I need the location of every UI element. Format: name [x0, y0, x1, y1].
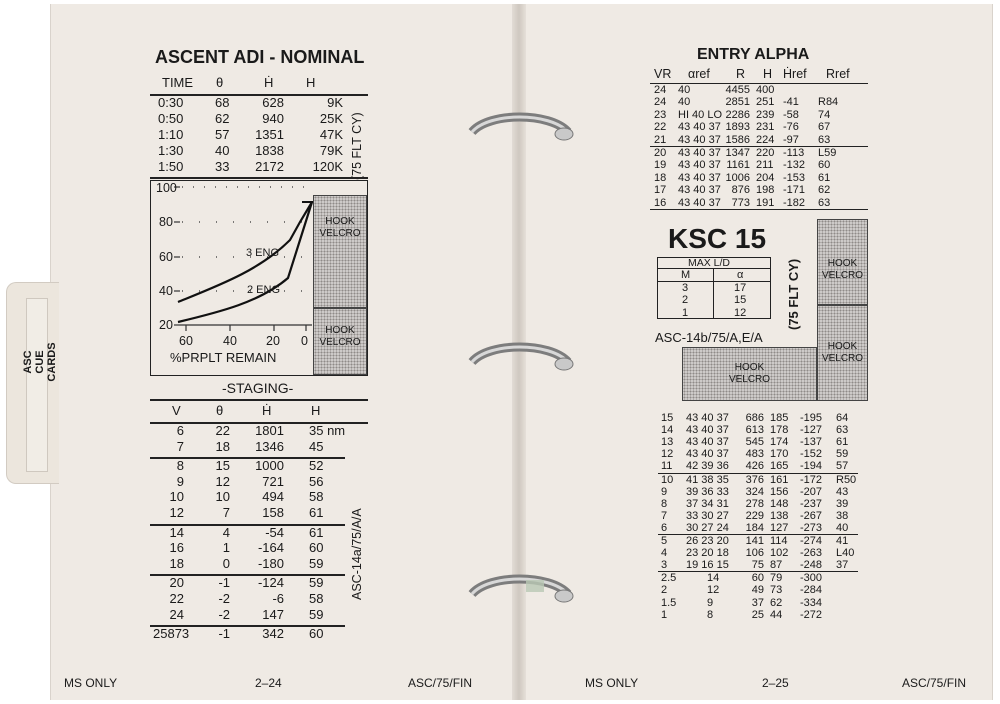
alpha-cell: -171: [783, 184, 806, 197]
lower-alpha-cell: 39: [836, 497, 849, 510]
lower-alpha-cell: 8: [661, 497, 668, 510]
staging-cell: 342: [262, 626, 284, 642]
lower-alpha-cell: 324: [745, 485, 764, 498]
lower-alpha-cell: 5: [661, 535, 668, 547]
lower-alpha-cell: 60: [751, 572, 764, 585]
adi-cell: 1:50: [158, 159, 184, 174]
lower-alpha-cell: 174: [770, 436, 789, 449]
graph-x-label: %PRPLT REMAIN: [170, 350, 277, 365]
maxld-title: MAX L/D: [688, 257, 731, 269]
alpha-cell: -76: [783, 121, 799, 134]
lower-alpha-cell: 161: [770, 473, 789, 486]
index-tab-label: ASC CUE CARDS: [22, 342, 58, 382]
alpha-cell: 198: [756, 184, 775, 197]
alpha-cell: 2851: [725, 96, 750, 109]
alpha-column-header: VR: [654, 67, 672, 81]
footer-right: ASC/75/FIN: [408, 676, 473, 690]
curve-2eng-label: 2 ENG: [247, 284, 281, 296]
staging-cell: 12: [215, 473, 230, 489]
lower-alpha-cell: 43 40 37: [686, 412, 729, 424]
lower-alpha-cell: 87: [770, 559, 783, 572]
staging-cell: 56: [309, 473, 324, 489]
ascent-adi-title: ASCENT ADI - NOMINAL: [155, 47, 365, 67]
lower-alpha-cell: 30 27 24: [686, 521, 729, 534]
alpha-cell: 211: [756, 159, 774, 172]
alpha-cell: 24: [654, 96, 667, 109]
lower-alpha-cell: -334: [800, 596, 823, 609]
staging-cell: 58: [309, 489, 324, 505]
alpha-cell: 1161: [726, 159, 750, 172]
staging-cell: 158: [262, 505, 284, 520]
ksc-title: KSC 15: [668, 223, 767, 254]
staging-cell: 494: [262, 489, 284, 505]
alpha-cell: 43 40 37: [678, 171, 721, 184]
adi-column-header: H: [306, 75, 316, 90]
alpha-cell: 204: [756, 171, 775, 184]
binder-ring-bottom: [464, 572, 576, 612]
adi-cell: 0:50: [158, 111, 184, 126]
alpha-cell: 2286: [725, 108, 750, 121]
lower-alpha-cell: 14: [661, 424, 674, 437]
lower-alpha-cell: 148: [770, 497, 789, 510]
alpha-column-header: R: [736, 67, 746, 81]
lower-alpha-cell: 178: [770, 424, 789, 437]
adi-cell: 1:30: [158, 143, 184, 158]
lower-alpha-cell: 11: [661, 460, 673, 473]
staging-cell: 45: [309, 438, 324, 454]
lower-alpha-cell: -300: [800, 572, 823, 585]
group-rule: [650, 209, 868, 210]
maxld-column-header: α: [737, 269, 744, 281]
lower-alpha-cell: 43 40 37: [686, 424, 729, 437]
staging-cell: -124: [257, 575, 284, 591]
lower-alpha-cell: 25: [751, 608, 764, 621]
lower-alpha-cell: 44: [770, 608, 783, 621]
lower-alpha-cell: 41 38 35: [686, 473, 729, 486]
maxld-cell: 3: [682, 282, 689, 294]
lower-alpha-cell: 138: [770, 509, 789, 522]
staging-cell: 14: [169, 524, 184, 540]
lower-alpha-cell: 2: [661, 584, 668, 597]
lower-alpha-cell: 42 39 36: [686, 460, 729, 473]
staging-cell: 59: [309, 575, 324, 591]
staging-top-rule: [150, 399, 368, 401]
staging-column-header: Ḣ: [262, 403, 272, 418]
alpha-cell: 61: [818, 171, 831, 184]
alpha-column-header: H: [763, 67, 773, 81]
asc-14b-label: ASC-14b/75/A,E/A: [655, 330, 763, 345]
lower-alpha-cell: 61: [836, 436, 849, 449]
lower-alpha-cell: 37: [836, 559, 849, 572]
maxld-cell: 12: [734, 306, 747, 319]
alpha-column-header: Rref: [826, 67, 850, 81]
staging-cell: 1: [222, 540, 230, 556]
lower-alpha-cell: 4: [661, 547, 668, 560]
graph-x-tick: 60: [179, 334, 193, 348]
alpha-cell: 43 40 37: [678, 196, 721, 209]
lower-alpha-cell: 127: [770, 521, 789, 534]
lower-alpha-cell: 184: [745, 521, 764, 534]
lower-alpha-cell: 114: [770, 535, 788, 547]
adi-bottom-rule: [150, 177, 368, 179]
lower-alpha-cell: 156: [770, 485, 789, 498]
alpha-cell: L59: [818, 147, 837, 159]
alpha-cell: 239: [756, 108, 775, 121]
lower-alpha-cell: -248: [800, 559, 823, 572]
lower-alpha-cell: 57: [836, 460, 849, 473]
lower-alpha-cell: 33 30 27: [686, 509, 729, 522]
maxld-divider: [713, 268, 714, 319]
lower-alpha-cell: 7: [661, 509, 668, 522]
lower-alpha-cell: 1.5: [661, 596, 677, 609]
lower-alpha-cell: 12: [661, 448, 674, 461]
lower-alpha-cell: 37: [751, 596, 764, 609]
alpha-cell: 876: [731, 184, 750, 197]
alpha-cell: -182: [783, 196, 806, 209]
lower-alpha-cell: 79: [770, 572, 783, 585]
staging-cell: -54: [265, 524, 284, 540]
staging-cell: 721: [262, 473, 284, 489]
alpha-cell: 74: [818, 108, 831, 121]
lower-alpha-cell: 8: [707, 608, 714, 621]
lower-alpha-cell: 39 36 33: [686, 485, 729, 498]
lower-alpha-cell: 9: [707, 596, 714, 609]
lower-alpha-cell: 2.5: [661, 572, 677, 585]
lower-alpha-cell: -274: [800, 535, 823, 547]
hook-velcro-pad: HOOK VELCRO: [817, 305, 868, 401]
maxld-rule: [657, 268, 771, 269]
adi-column-header: Ḣ: [264, 75, 274, 90]
staging-cell: 61: [309, 524, 324, 540]
lower-alpha-cell: 62: [770, 596, 783, 609]
page-number-right: 2–25: [762, 676, 789, 690]
staging-cell: 52: [309, 458, 324, 474]
staging-cell: 59: [309, 555, 324, 571]
staging-column-header: θ: [216, 403, 224, 418]
lower-alpha-cell: 49: [751, 584, 764, 597]
lower-alpha-cell: 15: [661, 412, 674, 424]
lower-alpha-cell: 14: [707, 572, 720, 585]
adi-side-label: (75 FLT CY): [350, 112, 364, 180]
footer-right: ASC/75/FIN: [902, 676, 967, 690]
graph-y-tick: 20: [159, 318, 173, 332]
maxld-cell: 2: [682, 294, 689, 307]
ksc-side-label: (75 FLT CY): [786, 258, 801, 330]
staging-cell: 6: [176, 423, 184, 438]
alpha-cell: 23: [654, 108, 667, 121]
lower-alpha-cell: 43: [836, 485, 849, 498]
lower-alpha-cell: 9: [661, 485, 668, 498]
alpha-cell: 16: [654, 196, 667, 209]
alpha-cell: 4455: [725, 84, 750, 96]
lower-alpha-cell: -137: [800, 436, 823, 449]
lower-alpha-cell: -207: [800, 485, 823, 498]
adi-cell: 628: [262, 95, 284, 110]
adi-column-header: θ: [216, 75, 224, 90]
hook-velcro-pad: HOOK VELCRO: [313, 308, 367, 375]
lower-alpha-cell: 613: [745, 424, 764, 437]
staging-cell: 18: [215, 438, 230, 454]
lower-alpha-cell: -172: [800, 473, 823, 486]
staging-cell: 61: [309, 505, 324, 520]
staging-cell: -164: [257, 540, 284, 556]
adi-cell: 25K: [319, 111, 343, 126]
adi-cell: 79K: [319, 143, 343, 158]
staging-cell: 1801: [255, 423, 284, 438]
alpha-cell: 400: [756, 84, 775, 96]
lower-alpha-cell: 545: [745, 436, 764, 449]
staging-cell: 0: [222, 555, 230, 571]
lower-alpha-cell: 38: [836, 509, 849, 522]
binder-ring-middle: [464, 340, 576, 380]
alpha-cell: 224: [756, 133, 775, 146]
adi-cell: 2172: [255, 159, 284, 174]
alpha-cell: 43 40 37: [678, 121, 721, 134]
alpha-cell: 43 40 37: [678, 184, 721, 197]
alpha-cell: 1893: [725, 121, 750, 134]
staging-cell: 9: [176, 473, 184, 489]
lower-alpha-cell: 6: [661, 521, 668, 534]
lower-alpha-cell: 376: [745, 473, 764, 486]
graph-y-tick: 80: [159, 215, 173, 229]
staging-title: -STAGING-: [222, 380, 294, 396]
lower-alpha-cell: 13: [661, 436, 674, 449]
lower-alpha-cell: 41: [836, 535, 849, 547]
staging-cell: -180: [257, 555, 284, 571]
alpha-cell: 63: [818, 196, 831, 209]
graph-x-tick: 40: [223, 334, 237, 348]
curve-3eng-label: 3 ENG: [246, 247, 280, 259]
staging-column-header: V: [172, 403, 181, 418]
alpha-cell: 67: [818, 121, 831, 134]
lower-alpha-cell: 19 16 15: [686, 559, 729, 572]
staging-side-label: ASC-14a/75/A/A: [350, 508, 364, 600]
lower-alpha-cell: 43 40 37: [686, 436, 729, 449]
staging-cell: 35 nm: [309, 423, 346, 438]
alpha-cell: 220: [756, 147, 775, 159]
graph-x-tick: 0: [301, 334, 308, 348]
lower-alpha-cell: -194: [800, 460, 823, 473]
lower-alpha-cell: -237: [800, 497, 823, 510]
lower-alpha-cell: -272: [800, 608, 823, 621]
adi-column-header: TIME: [162, 75, 194, 90]
alpha-column-header: Ḣref: [783, 67, 807, 81]
lower-alpha-cell: 37 34 31: [686, 497, 729, 510]
page-number-left: 2–24: [255, 676, 282, 690]
lower-alpha-cell: 185: [770, 412, 789, 424]
staging-cell: -6: [272, 591, 284, 606]
alpha-cell: 17: [654, 184, 667, 197]
lower-alpha-cell: 278: [745, 497, 764, 510]
lower-alpha-cell: 59: [836, 448, 849, 461]
staging-cell: 4: [222, 524, 230, 540]
alpha-cell: -132: [783, 159, 806, 172]
lower-alpha-cell: 10: [661, 473, 674, 486]
alpha-cell: 43 40 37: [678, 159, 721, 172]
alpha-column-header: αref: [688, 67, 710, 81]
adi-cell: 47K: [319, 127, 343, 142]
alpha-cell: 1006: [725, 171, 750, 184]
maxld-cell: 1: [682, 306, 689, 319]
staging-cell: -1: [218, 575, 230, 591]
lower-alpha-cell: 426: [745, 460, 764, 473]
alpha-cell: 251: [756, 96, 775, 109]
maxld-rule: [657, 281, 771, 282]
staging-cell: 58: [309, 591, 324, 606]
alpha-cell: 22: [654, 121, 667, 134]
staging-cell: 22: [169, 591, 184, 606]
lower-alpha-cell: 3: [661, 559, 668, 572]
alpha-cell: -113: [783, 147, 805, 159]
staging-cell: 1346: [255, 438, 284, 454]
alpha-cell: 40: [678, 96, 691, 109]
staging-cell: -2: [218, 591, 230, 606]
adi-cell: 1838: [255, 143, 284, 158]
staging-cell: -2: [218, 606, 230, 622]
alpha-cell: 62: [818, 184, 831, 197]
graph-x-tick: 20: [266, 334, 280, 348]
lower-alpha-cell: -263: [800, 547, 823, 560]
adi-cell: 1351: [255, 127, 284, 142]
staging-cell: 10: [169, 489, 184, 505]
lower-alpha-cell: -284: [800, 584, 823, 597]
staging-cell: 59: [309, 606, 324, 622]
adi-cell: 33: [215, 159, 230, 174]
lower-alpha-cell: L40: [836, 547, 855, 560]
graph-y-tick: 60: [159, 250, 173, 264]
staging-column-header: H: [311, 403, 321, 418]
alpha-cell: 24: [654, 84, 667, 96]
graph-y-tick: 100: [156, 181, 177, 195]
adi-cell: 120K: [312, 159, 343, 174]
alpha-cell: 18: [654, 171, 667, 184]
adi-cell: 68: [215, 95, 230, 110]
lower-alpha-cell: 75: [751, 559, 764, 572]
lower-alpha-cell: 165: [770, 460, 789, 473]
footer-left: MS ONLY: [64, 676, 118, 690]
hook-velcro-pad: HOOK VELCRO: [817, 219, 868, 305]
graph-y-tick: 40: [159, 284, 173, 298]
adi-cell: 40: [215, 143, 230, 158]
staging-cell: 10: [215, 489, 230, 505]
alpha-cell: -153: [783, 171, 806, 184]
alpha-cell: 43 40 37: [678, 147, 721, 159]
staging-cell: 25873: [153, 626, 190, 642]
curve-3eng: [178, 202, 312, 302]
alpha-cell: R84: [818, 96, 839, 109]
alpha-cell: 60: [818, 159, 831, 172]
alpha-cell: 20: [654, 147, 667, 159]
staging-cell: 18: [169, 555, 184, 571]
index-tab-strip: [26, 298, 48, 472]
hook-velcro-pad: HOOK VELCRO: [682, 347, 817, 401]
lower-alpha-cell: 106: [745, 547, 764, 560]
staging-cell: 1000: [255, 458, 284, 474]
curve-2eng: [178, 202, 312, 322]
staging-cell: -1: [218, 626, 230, 642]
lower-alpha-cell: 23 20 18: [686, 547, 729, 560]
lower-alpha-cell: -127: [800, 424, 823, 437]
alpha-cell: 191: [756, 196, 775, 209]
maxld-cell: 15: [734, 294, 747, 307]
lower-alpha-cell: 229: [745, 509, 764, 522]
alpha-cell: 773: [731, 196, 750, 209]
alpha-cell: -58: [783, 108, 799, 121]
lower-alpha-cell: 64: [836, 412, 849, 424]
alpha-cell: 1347: [725, 147, 750, 159]
adi-cell: 1:10: [158, 127, 184, 142]
alpha-cell: 21: [654, 133, 667, 146]
lower-alpha-cell: 73: [770, 584, 783, 597]
staging-cell: 60: [309, 626, 324, 642]
lower-alpha-cell: 43 40 37: [686, 448, 729, 461]
staging-cell: 147: [262, 606, 284, 622]
adi-cell: 62: [215, 111, 230, 126]
maxld-column-header: M: [681, 269, 691, 281]
staging-cell: 8: [176, 458, 184, 474]
lower-alpha-cell: 12: [707, 584, 720, 597]
staging-cell: 12: [169, 505, 184, 520]
alpha-cell: 63: [818, 133, 831, 146]
alpha-cell: 43 40 37: [678, 133, 721, 146]
adi-cell: 940: [262, 111, 284, 126]
staging-cell: 20: [169, 575, 184, 591]
alpha-cell: HI 40 LO: [678, 108, 723, 121]
maxld-cell: 17: [734, 282, 747, 294]
hook-velcro-pad: HOOK VELCRO: [313, 195, 367, 308]
lower-alpha-cell: R50: [836, 473, 857, 486]
adi-cell: 0:30: [158, 95, 184, 110]
alpha-cell: 40: [678, 84, 691, 96]
lower-alpha-cell: -273: [800, 521, 823, 534]
alpha-cell: 231: [756, 121, 775, 134]
lower-alpha-cell: 141: [745, 535, 764, 547]
alpha-cell: 19: [654, 159, 667, 172]
adi-cell: 57: [215, 127, 230, 142]
lower-alpha-cell: -267: [800, 509, 823, 522]
alpha-cell: -97: [783, 133, 799, 146]
binder-ring-top: [464, 110, 576, 150]
lower-alpha-cell: 102: [770, 547, 789, 560]
adi-cell: 9K: [327, 95, 343, 110]
lower-alpha-cell: 170: [770, 448, 789, 461]
entry-alpha-title: ENTRY ALPHA: [697, 46, 810, 63]
staging-cell: 16: [169, 540, 184, 556]
footer-left: MS ONLY: [585, 676, 639, 690]
staging-cell: 15: [215, 458, 230, 474]
prpl-graph: [150, 180, 314, 350]
lower-alpha-cell: 483: [745, 448, 764, 461]
lower-alpha-cell: 40: [836, 521, 849, 534]
alpha-cell: -41: [783, 96, 799, 109]
lower-alpha-cell: -152: [800, 448, 823, 461]
lower-alpha-cell: 63: [836, 424, 849, 437]
alpha-cell: 1586: [725, 133, 750, 146]
lower-alpha-cell: 26 23 20: [686, 535, 729, 547]
lower-alpha-cell: 1: [661, 608, 668, 621]
lower-alpha-cell: -195: [800, 412, 823, 424]
staging-cell: 22: [215, 423, 230, 438]
staging-cell: 60: [309, 540, 324, 556]
staging-cell: 7: [222, 505, 230, 520]
staging-cell: 24: [169, 606, 184, 622]
staging-cell: 7: [176, 438, 184, 454]
lower-alpha-cell: 686: [745, 412, 764, 424]
